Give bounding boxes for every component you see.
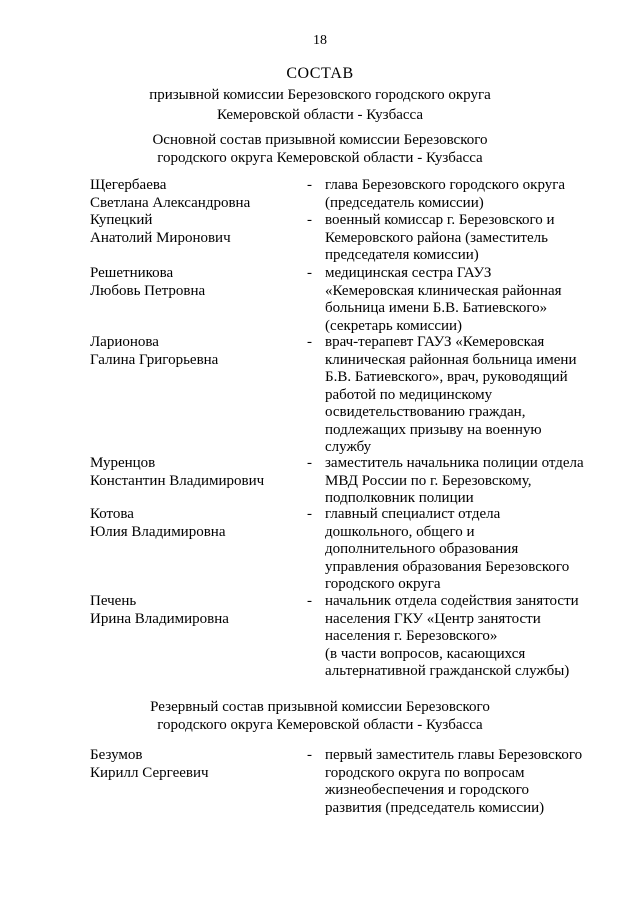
surname: Печень [90, 593, 137, 609]
member-role [325, 212, 595, 265]
member-name [90, 212, 290, 247]
dash-separator: - [307, 334, 312, 350]
role-line: дошкольного, общего и [325, 523, 475, 540]
given-names: Светлана Александровна [90, 194, 251, 211]
member-role [325, 265, 595, 335]
given-names: Константин Владимирович [90, 472, 265, 489]
member-name [90, 506, 290, 541]
section-title-line: городского округа Кемеровской области - Кузбасса [157, 717, 483, 733]
dash-separator: - [307, 212, 312, 228]
role-line: главный специалист отдела [325, 506, 501, 522]
role-line: подлежащих призыву на военную [325, 421, 542, 438]
role-line: населения г. Березовского» [325, 628, 498, 644]
title-line-1: СОСТАВ [286, 65, 354, 82]
title-line-3: Кемеровской области - Кузбасса [216, 107, 424, 123]
section-title-line: городского округа Кемеровской области - Кузбасса [157, 150, 483, 166]
page-number: 18 [313, 33, 327, 48]
surname: Муренцов [90, 455, 156, 471]
member-name [90, 455, 290, 490]
given-names: Юлия Владимировна [90, 523, 226, 540]
role-line: медицинская сестра ГАУЗ [325, 265, 492, 281]
dash-separator: - [307, 265, 312, 281]
role-line: работой по медицинскому [325, 386, 493, 403]
role-line: (в части вопросов, касающихся [325, 645, 526, 662]
title-line-2: призывной комиссии Березовского городского округа [149, 87, 491, 103]
role-line: подполковник полиции [325, 490, 474, 506]
dash-separator: - [307, 593, 312, 609]
role-line: городского округа по вопросам [325, 764, 525, 781]
role-line: освидетельствованию граждан, [325, 404, 526, 420]
role-line: МВД России по г. Березовскому, [325, 472, 532, 489]
role-line: Кемеровского района (заместитель [325, 229, 548, 246]
dash-separator: - [307, 747, 312, 763]
role-line: службу [325, 439, 372, 455]
main-section-title [0, 131, 640, 167]
role-line: жизнеобеспечения и городского [325, 782, 530, 798]
role-line: развития (председатель комиссии) [325, 799, 545, 816]
given-names: Кирилл Сергеевич [90, 764, 209, 781]
role-line: начальник отдела содействия занятости [325, 593, 579, 609]
role-line: председателя комиссии) [325, 247, 479, 263]
member-name [90, 747, 290, 782]
reserve-section-title [0, 698, 640, 734]
role-line: заместитель начальника полиции отдела [325, 455, 584, 471]
member-name [90, 177, 290, 212]
member-name [90, 593, 290, 628]
role-line: глава Березовского городского округа [325, 177, 566, 193]
surname: Решетникова [90, 265, 174, 281]
surname: Безумов [90, 747, 143, 763]
role-line: военный комиссар г. Березовского и [325, 212, 555, 228]
role-line: альтернативной гражданской службы) [325, 663, 570, 679]
given-names: Галина Григорьевна [90, 351, 219, 368]
surname: Щегербаева [90, 177, 167, 193]
role-line: первый заместитель главы Березовского [325, 747, 583, 763]
role-line: врач-терапевт ГАУЗ «Кемеровская [325, 334, 545, 350]
role-line: городского округа [325, 576, 441, 592]
role-line: Б.В. Батиевского», врач, руководящий [325, 369, 568, 385]
surname: Котова [90, 506, 134, 522]
role-line: (председатель комиссии) [325, 194, 484, 211]
role-line: «Кемеровская клиническая районная [325, 282, 562, 299]
role-line: населения ГКУ «Центр занятости [325, 610, 541, 627]
member-role [325, 334, 595, 457]
document-title [0, 63, 640, 125]
surname: Ларионова [90, 334, 159, 350]
dash-separator: - [307, 455, 312, 471]
role-line: дополнительного образования [325, 541, 519, 557]
section-title-line: Резервный состав призывной комиссии Березовского [150, 699, 490, 715]
section-title-line: Основной состав призывной комиссии Березовского [152, 132, 488, 148]
given-names: Ирина Владимировна [90, 610, 229, 627]
surname: Купецкий [90, 212, 153, 228]
member-name [90, 265, 290, 300]
role-line: больница имени Б.В. Батиевского» [325, 300, 548, 316]
member-role [325, 593, 595, 681]
dash-separator: - [307, 177, 312, 193]
member-role [325, 177, 595, 212]
given-names: Анатолий Миронович [90, 229, 231, 246]
role-line: (секретарь комиссии) [325, 317, 463, 334]
given-names: Любовь Петровна [90, 282, 206, 299]
role-line: клиническая районная больница имени [325, 351, 577, 368]
role-line: управления образования Березовского [325, 558, 570, 575]
member-name [90, 334, 290, 369]
dash-separator: - [307, 506, 312, 522]
member-role [325, 455, 595, 508]
member-role [325, 506, 595, 594]
member-role [325, 747, 595, 817]
